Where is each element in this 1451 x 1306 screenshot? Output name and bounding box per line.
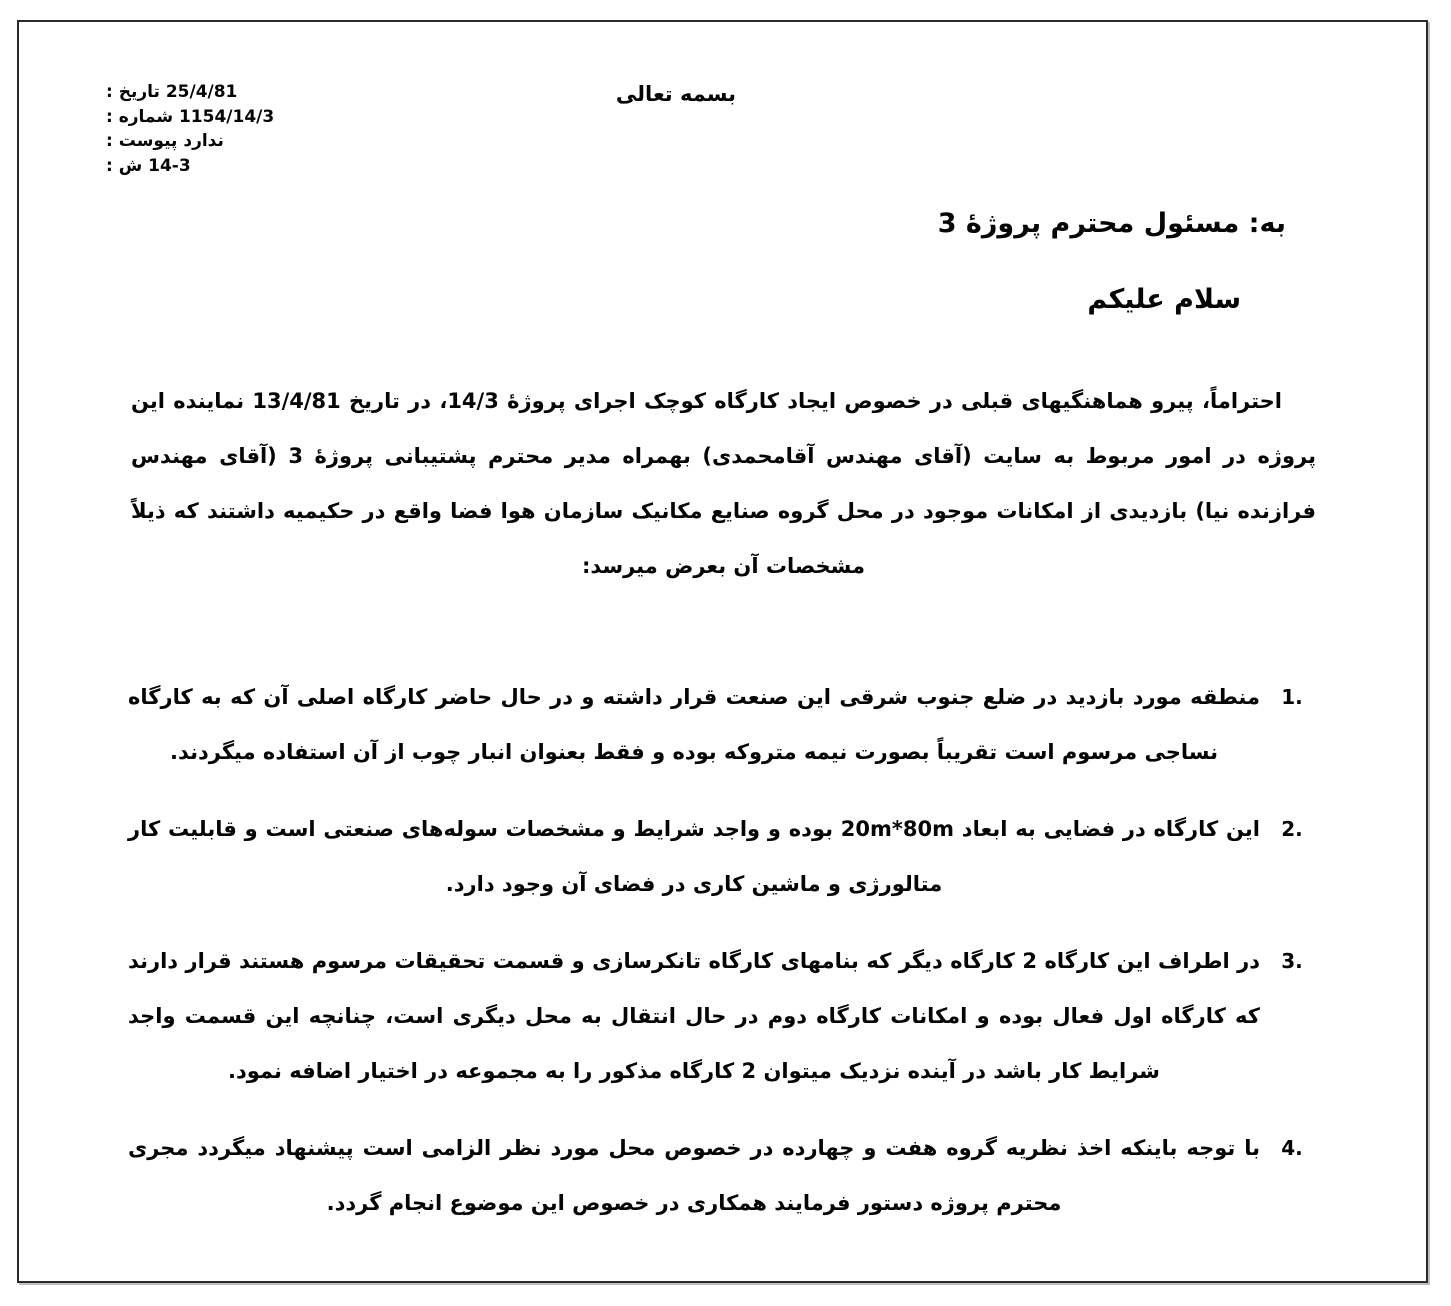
list-item	[128, 934, 1318, 1099]
list-item	[128, 802, 1318, 912]
meta-value-number: 1154/14/3	[178, 106, 275, 127]
meta-row-attachment	[106, 129, 436, 154]
meta-row-code	[106, 154, 436, 179]
list-item	[128, 1121, 1318, 1231]
list-item-text: منطقه مورد بازدید در ضلع جنوب شرقی این صنعت قرار داشته و در حال حاضر کارگاه اصلی آن که به کارگاه نساجی مرسوم است تقریباً بصورت نیمه متروکه بوده و فقط بعنوان انبار چوب از آن استفاده میگردند.	[128, 685, 1260, 764]
meta-row-number	[106, 105, 436, 130]
letter-sheet	[19, 22, 1426, 1281]
salutation-line: سلام علیکم	[1087, 284, 1241, 315]
meta-row-date	[106, 80, 436, 105]
meta-label-date: تاریخ :	[106, 82, 160, 102]
list-item-marker: 1.	[1281, 685, 1303, 709]
list-item-text: در اطراف این کارگاه 2 کارگاه دیگر که بنامهای کارگاه تانکرسازی و قسمت تحقیقات مرسوم هستند قرار دارند که کارگاه اول فعال بوده و امکانات کارگاه دوم در حال انتقال به محل دیگری است، چنانچه این قسمت واجد شرایط کار باشد در آینده نزدیک میتوان 2 کارگاه مذکور را به مجموعه در اختیار اضافه نمود.	[128, 949, 1260, 1083]
meta-value-attachment: ندارد	[183, 131, 224, 152]
basmala-heading: بسمه تعالی	[615, 82, 737, 106]
intro-paragraph-text: احتراماً، پیرو هماهنگیهای قبلی در خصوص ایجاد کارگاه کوچک اجرای پروژهٔ 14/3، در تاریخ 13/4/81 نماینده این پروژه در امور مربوط به سایت (آقای مهندس آقامحمدی) بهمراه مدیر محترم پشتیبانی پروژهٔ 3 (آقای مهندس فرازنده نیا) بازدیدی از امکانات موجود در محل گروه صنایع مکانیک سازمان هوا فضا واقع در حکیمیه داشتند که ذیلاً مشخصات آن بعرض میرسد:	[131, 389, 1316, 578]
meta-label-number: شماره :	[106, 106, 174, 127]
list-item	[128, 670, 1318, 780]
list-item-marker: 2.	[1281, 817, 1303, 841]
list-item-text: این کارگاه در فضایی به ابعاد 20m*80m بوده و واجد شرایط و مشخصات سوله‌های صنعتی است و قابلیت کار متالورژی و ماشین کاری در فضای آن وجود دارد.	[128, 817, 1261, 896]
letterhead-meta-block	[106, 80, 436, 179]
intro-paragraph	[131, 374, 1316, 594]
list-item-marker: 4.	[1281, 1136, 1303, 1160]
meta-label-code: ش :	[106, 155, 143, 176]
recipient-line: به: مسئول محترم پروژهٔ 3	[937, 208, 1286, 239]
list-item-text: با توجه باینکه اخذ نظریه گروه هفت و چهارده در خصوص محل مورد نظر الزامی است پیشنهاد میگردد مجری محترم پروژه دستور فرمایند همکاری در خصوص این موضوع انجام گردد.	[128, 1136, 1260, 1215]
meta-value-code: 14-3	[148, 155, 191, 176]
meta-label-attachment: پیوست :	[106, 131, 178, 152]
numbered-list	[128, 670, 1318, 1231]
list-item-marker: 3.	[1281, 949, 1303, 973]
meta-value-date: 25/4/81	[165, 82, 238, 102]
